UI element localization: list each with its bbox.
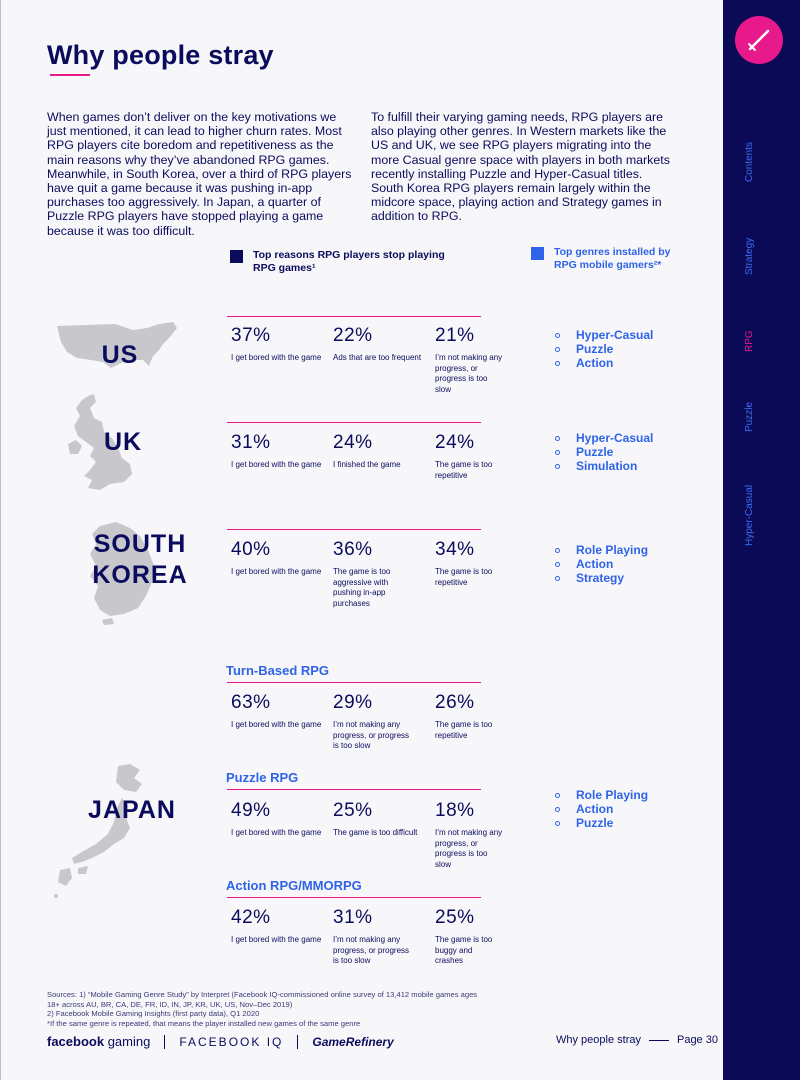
list-item: Role Playing — [553, 543, 648, 557]
sidebar-item-contents[interactable]: Contents — [744, 141, 755, 182]
divider — [164, 1035, 165, 1049]
genre-list-uk — [553, 431, 653, 473]
legend-swatch-blue — [531, 247, 544, 260]
bullet-icon — [555, 576, 560, 581]
stat-us-2 — [333, 325, 425, 364]
stat-percent: 22% — [333, 325, 373, 346]
stat-jp-action-1 — [231, 907, 323, 946]
list-item: Puzzle — [553, 816, 648, 830]
stat-us-3 — [435, 325, 505, 395]
genre-list-us — [553, 328, 653, 370]
stat-percent: 24% — [333, 432, 373, 453]
stat-label: I’m not making any progress, or progress is too slow — [435, 353, 503, 394]
legend-genres — [531, 246, 681, 272]
page-number: Page 30 — [676, 1034, 718, 1046]
stat-percent: 29% — [333, 692, 373, 713]
list-item: Action — [553, 557, 648, 571]
intro-paragraph-right: To fulfill their varying gaming needs, RPG players are also playing other genres. In Western markets like the US and UK, we see RPG players migrating into the more Casual genre space with players in both markets recently installing Puzzle and Hyper-Casual titles. South Korea RPG players remain largely within the midcore space, playing action and Strategy games in addition to RPG. — [371, 110, 670, 224]
stat-jp-turn-2 — [333, 692, 413, 752]
intro-paragraph-left: When games don’t deliver on the key motivations we just mentioned, it can lead to higher churn rates. Most RPG players cite boredom and repetitiveness as the main reasons why they’ve abandoned RPG games. Meanwhile, in South Korea, over a third of RPG players have quit a game because it was pushing in-app purchases too aggressively. In Japan, a quarter of Puzzle RPG players have stopped playing a game because it was too difficult. — [47, 110, 352, 238]
sidebar-item-puzzle[interactable]: Puzzle — [744, 401, 755, 432]
list-item: Hyper-Casual — [553, 431, 653, 445]
stat-percent: 42% — [231, 907, 271, 928]
stat-jp-action-2 — [333, 907, 413, 967]
title-underline — [50, 74, 90, 76]
stat-percent: 37% — [231, 325, 271, 346]
genre-list-south-korea — [553, 543, 648, 585]
stat-percent: 63% — [231, 692, 271, 713]
page-title: Why people stray — [47, 40, 274, 70]
divider-south-korea — [227, 529, 481, 530]
stat-label: The game is too repetitive — [435, 567, 493, 587]
stat-percent: 21% — [435, 325, 475, 346]
bullet-icon — [555, 464, 560, 469]
stat-uk-2 — [333, 432, 425, 471]
facebook-iq-logo: FACEBOOK IQ — [179, 1034, 284, 1049]
stat-uk-3 — [435, 432, 505, 481]
stat-label: I get bored with the game — [231, 567, 322, 576]
divider-action-rpg — [227, 897, 481, 898]
list-item: Action — [553, 356, 653, 370]
country-label-uk: UK — [103, 428, 143, 456]
bullet-icon — [555, 548, 560, 553]
stat-label: I get bored with the game — [231, 720, 322, 729]
stat-label: The game is too aggressive with pushing in-app purchases — [333, 567, 391, 608]
country-label-japan: JAPAN — [88, 796, 176, 824]
stat-percent: 24% — [435, 432, 475, 453]
stat-jp-puzzle-3 — [435, 800, 505, 870]
divider — [649, 1040, 669, 1041]
country-label-us: US — [101, 341, 139, 369]
stat-jp-puzzle-2 — [333, 800, 425, 839]
gamerefinery-logo: GameRefinery — [312, 1034, 394, 1049]
stat-sk-3 — [435, 539, 505, 588]
stat-sk-2 — [333, 539, 413, 609]
stat-jp-turn-3 — [435, 692, 505, 741]
footer-page-info — [556, 1034, 718, 1046]
list-item: Puzzle — [553, 342, 653, 356]
bullet-icon — [555, 347, 560, 352]
stat-percent: 26% — [435, 692, 475, 713]
stat-label: The game is too repetitive — [435, 720, 493, 740]
section-sidebar — [723, 0, 800, 1080]
stat-label: I’m not making any progress, or progress is too slow — [333, 720, 410, 750]
stat-jp-puzzle-1 — [231, 800, 323, 839]
stat-jp-action-3 — [435, 907, 499, 967]
stat-sk-1 — [231, 539, 323, 578]
stat-percent: 34% — [435, 539, 475, 560]
stat-label: The game is too buggy and crashes — [435, 935, 493, 965]
stat-percent: 49% — [231, 800, 271, 821]
bullet-icon — [555, 821, 560, 826]
stat-jp-turn-1 — [231, 692, 323, 731]
bullet-icon — [555, 450, 560, 455]
sidebar-item-rpg[interactable]: RPG — [744, 330, 755, 352]
sidebar-item-hyper-casual[interactable]: Hyper-Casual — [744, 484, 755, 546]
stat-percent: 31% — [333, 907, 373, 928]
stat-label: I finished the game — [333, 460, 401, 469]
segment-title-turn-based-rpg: Turn-Based RPG — [226, 663, 330, 678]
list-item: Hyper-Casual — [553, 328, 653, 342]
stat-label: The game is too repetitive — [435, 460, 493, 480]
segment-title-puzzle-rpg: Puzzle RPG — [226, 770, 299, 785]
stat-label: I get bored with the game — [231, 353, 322, 362]
legend-reasons — [230, 249, 460, 275]
stat-us-1 — [231, 325, 323, 364]
stat-percent: 25% — [435, 907, 475, 928]
sources-footnote: Sources: 1) “Mobile Gaming Genre Study” by Interpret (Facebook IQ-commissioned online survey of 13,412 mobile games ages 18+ across AU, BR, CA, DE, FR, ID, IN, JP, KR, UK, US, Nov–Dec 2019) 2) Facebook Mobile Gaming Insights (first party data), Q1 2020 *If the same genre is repeated, that means the player installed new games of the same genre — [47, 990, 478, 1028]
legend-swatch-navy — [230, 250, 243, 263]
stat-percent: 36% — [333, 539, 373, 560]
stat-label: I’m not making any progress, or progress is too slow — [435, 828, 503, 869]
divider-us — [227, 316, 481, 317]
stat-percent: 25% — [333, 800, 373, 821]
stat-percent: 18% — [435, 800, 475, 821]
facebook-gaming-logo: facebook gaming — [47, 1034, 151, 1049]
footer-section-title: Why people stray — [556, 1034, 641, 1046]
stat-label: I get bored with the game — [231, 460, 322, 469]
stat-percent: 31% — [231, 432, 271, 453]
stat-percent: 40% — [231, 539, 271, 560]
divider-uk — [227, 422, 481, 423]
legend-reasons-label: Top reasons RPG players stop playing RPG games¹ — [253, 249, 445, 274]
country-label-south-korea: SOUTH KOREA — [92, 530, 188, 589]
stat-uk-1 — [231, 432, 323, 471]
bullet-icon — [555, 436, 560, 441]
bullet-icon — [555, 361, 560, 366]
list-item: Action — [553, 802, 648, 816]
sword-logo-icon — [735, 16, 783, 64]
stat-label: Ads that are too frequent — [333, 353, 422, 362]
list-item: Simulation — [553, 459, 653, 473]
divider-puzzle-rpg — [227, 789, 481, 790]
stat-label: The game is too difficult — [333, 828, 418, 837]
segment-title-action-rpg: Action RPG/MMORPG — [226, 878, 362, 893]
genre-list-japan — [553, 788, 648, 830]
legend-genres-label: Top genres installed by RPG mobile gamers²* — [554, 246, 671, 271]
japan-map-icon — [52, 762, 146, 902]
bullet-icon — [555, 793, 560, 798]
list-item: Puzzle — [553, 445, 653, 459]
footer-brand-logos — [47, 1034, 394, 1049]
bullet-icon — [555, 562, 560, 567]
divider — [297, 1035, 298, 1049]
list-item: Role Playing — [553, 788, 648, 802]
sidebar-item-strategy[interactable]: Strategy — [744, 237, 755, 275]
bullet-icon — [555, 333, 560, 338]
stat-label: I get bored with the game — [231, 828, 322, 837]
stat-label: I’m not making any progress, or progress is too slow — [333, 935, 410, 965]
divider-turn-based-rpg — [227, 682, 481, 683]
list-item: Strategy — [553, 571, 648, 585]
bullet-icon — [555, 807, 560, 812]
stat-label: I get bored with the game — [231, 935, 322, 944]
